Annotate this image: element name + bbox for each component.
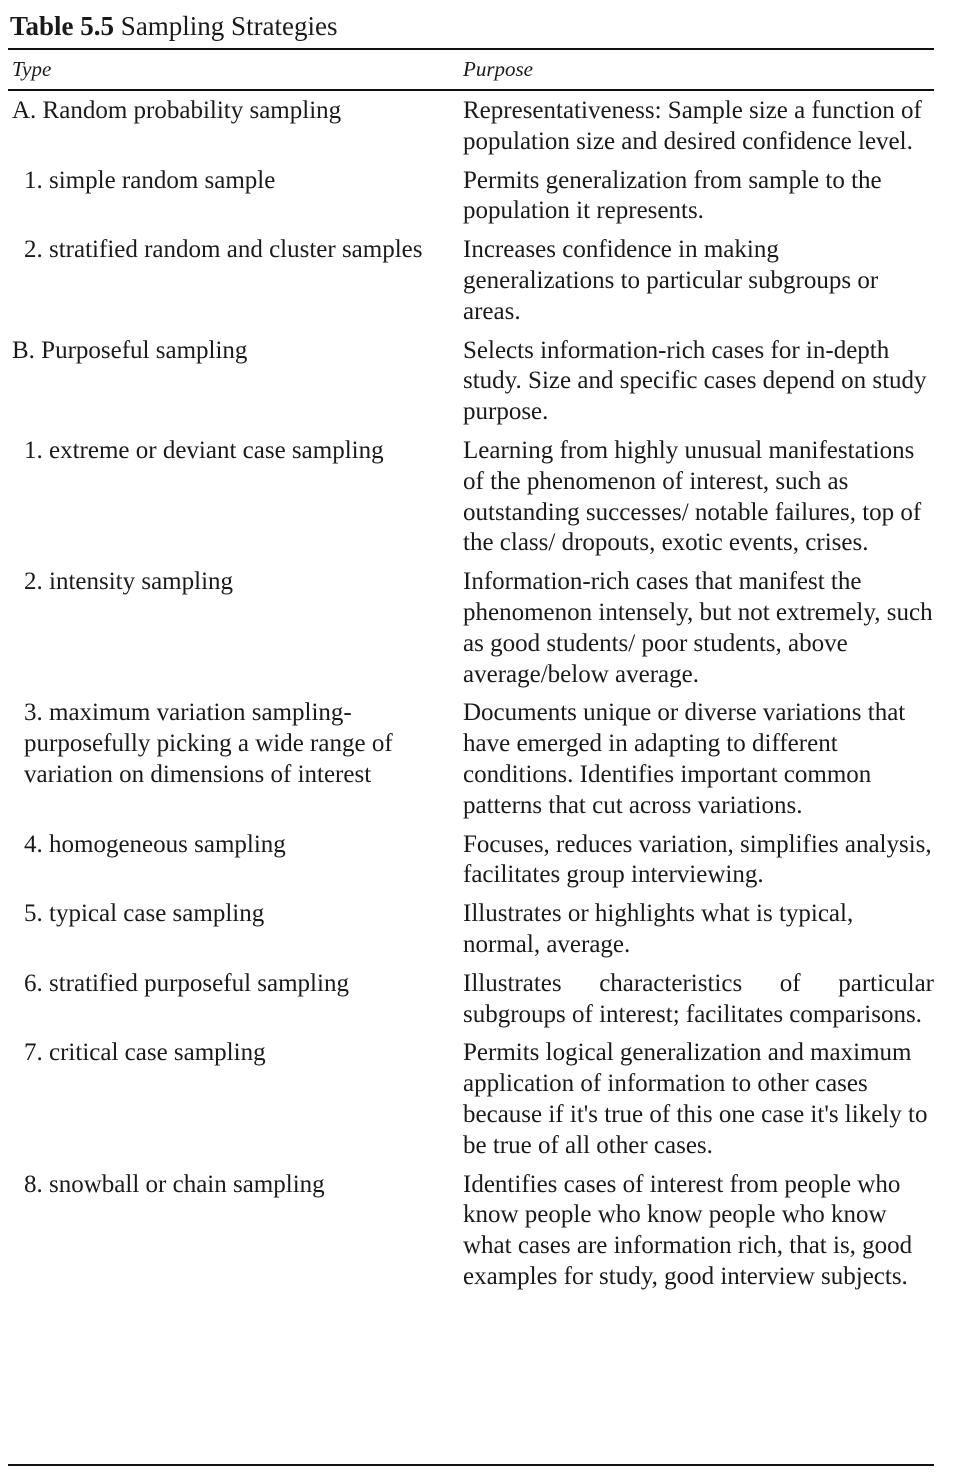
table-title: Sampling Strategies [120, 11, 338, 41]
table-row [8, 436, 934, 559]
table-row [8, 235, 934, 327]
table-row [8, 698, 934, 821]
table-row [8, 567, 934, 690]
type-cell: B. Purposeful sampling [12, 336, 248, 364]
type-cell: 6. stratified purposeful sampling [24, 969, 349, 997]
table-row [8, 830, 934, 892]
table-caption [10, 8, 338, 44]
type-cell: 2. intensity sampling [24, 568, 234, 596]
table-row [8, 899, 934, 961]
type-cell: 1. simple random sample [24, 166, 276, 194]
purpose-cell: Identifies cases of interest from people who know people who know people who know what cases are information rich, that is, good examples for study, good interview subjects. [463, 1170, 913, 1290]
table-row [8, 166, 934, 228]
purpose-cell: Permits logical generalization and maximum application of information to other cases because if it's true of this one case it's likely to be true of all other cases. [463, 1039, 928, 1159]
purpose-cell: Illustrates characteristics of particular subgroups of interest; facilitates comparisons. [463, 969, 934, 1028]
purpose-cell: Representativeness: Sample size a function of population size and desired confidence level. [463, 97, 922, 155]
column-header-type: Type [12, 57, 52, 81]
type-cell: A. Random probability sampling [12, 97, 342, 124]
purpose-cell: Information-rich cases that manifest the phenomenon intensely, but not extremely, such as good students/ poor students, above average/below average. [463, 568, 933, 688]
table-row [8, 96, 934, 158]
table-row [8, 969, 934, 1031]
purpose-cell: Learning from highly unusual manifestations of the phenomenon of interest, such as outstanding successes/ notable failures, top of the class/ dropouts, exotic events, crises. [463, 436, 922, 557]
type-cell: 8. snowball or chain sampling [24, 1170, 325, 1198]
purpose-cell: Illustrates or highlights what is typical, normal, average. [463, 900, 854, 958]
type-cell: 4. homogeneous sampling [24, 830, 286, 858]
purpose-cell: Selects information-rich cases for in-depth study. Size and specific cases depend on study purpose. [463, 336, 927, 426]
header-rule [8, 89, 934, 91]
top-rule [8, 48, 934, 50]
purpose-cell: Focuses, reduces variation, simplifies analysis, facilitates group interviewing. [463, 830, 932, 889]
type-cell: 1. extreme or deviant case sampling [24, 436, 384, 464]
table-body [8, 96, 934, 1301]
purpose-cell: Documents unique or diverse variations that have emerged in adapting to different conditions. Identifies important common patterns that cut across variations. [463, 699, 906, 819]
table-row [8, 1170, 934, 1293]
type-cell: 2. stratified random and cluster samples [24, 236, 423, 264]
type-cell: 7. critical case sampling [24, 1039, 266, 1067]
purpose-cell: Increases confidence in making generalizations to particular subgroups or areas. [463, 236, 879, 325]
column-header-purpose: Purpose [463, 57, 533, 81]
table-row [8, 1038, 934, 1161]
bottom-rule [8, 1464, 934, 1466]
type-cell: 3. maximum variation sampling-purposefully picking a wide range of variation on dimensions of interest [24, 699, 393, 788]
table-label: Table 5.5 [10, 11, 115, 41]
type-cell: 5. typical case sampling [24, 900, 265, 928]
purpose-cell: Permits generalization from sample to the population it represents. [463, 166, 882, 225]
table-row [8, 336, 934, 428]
